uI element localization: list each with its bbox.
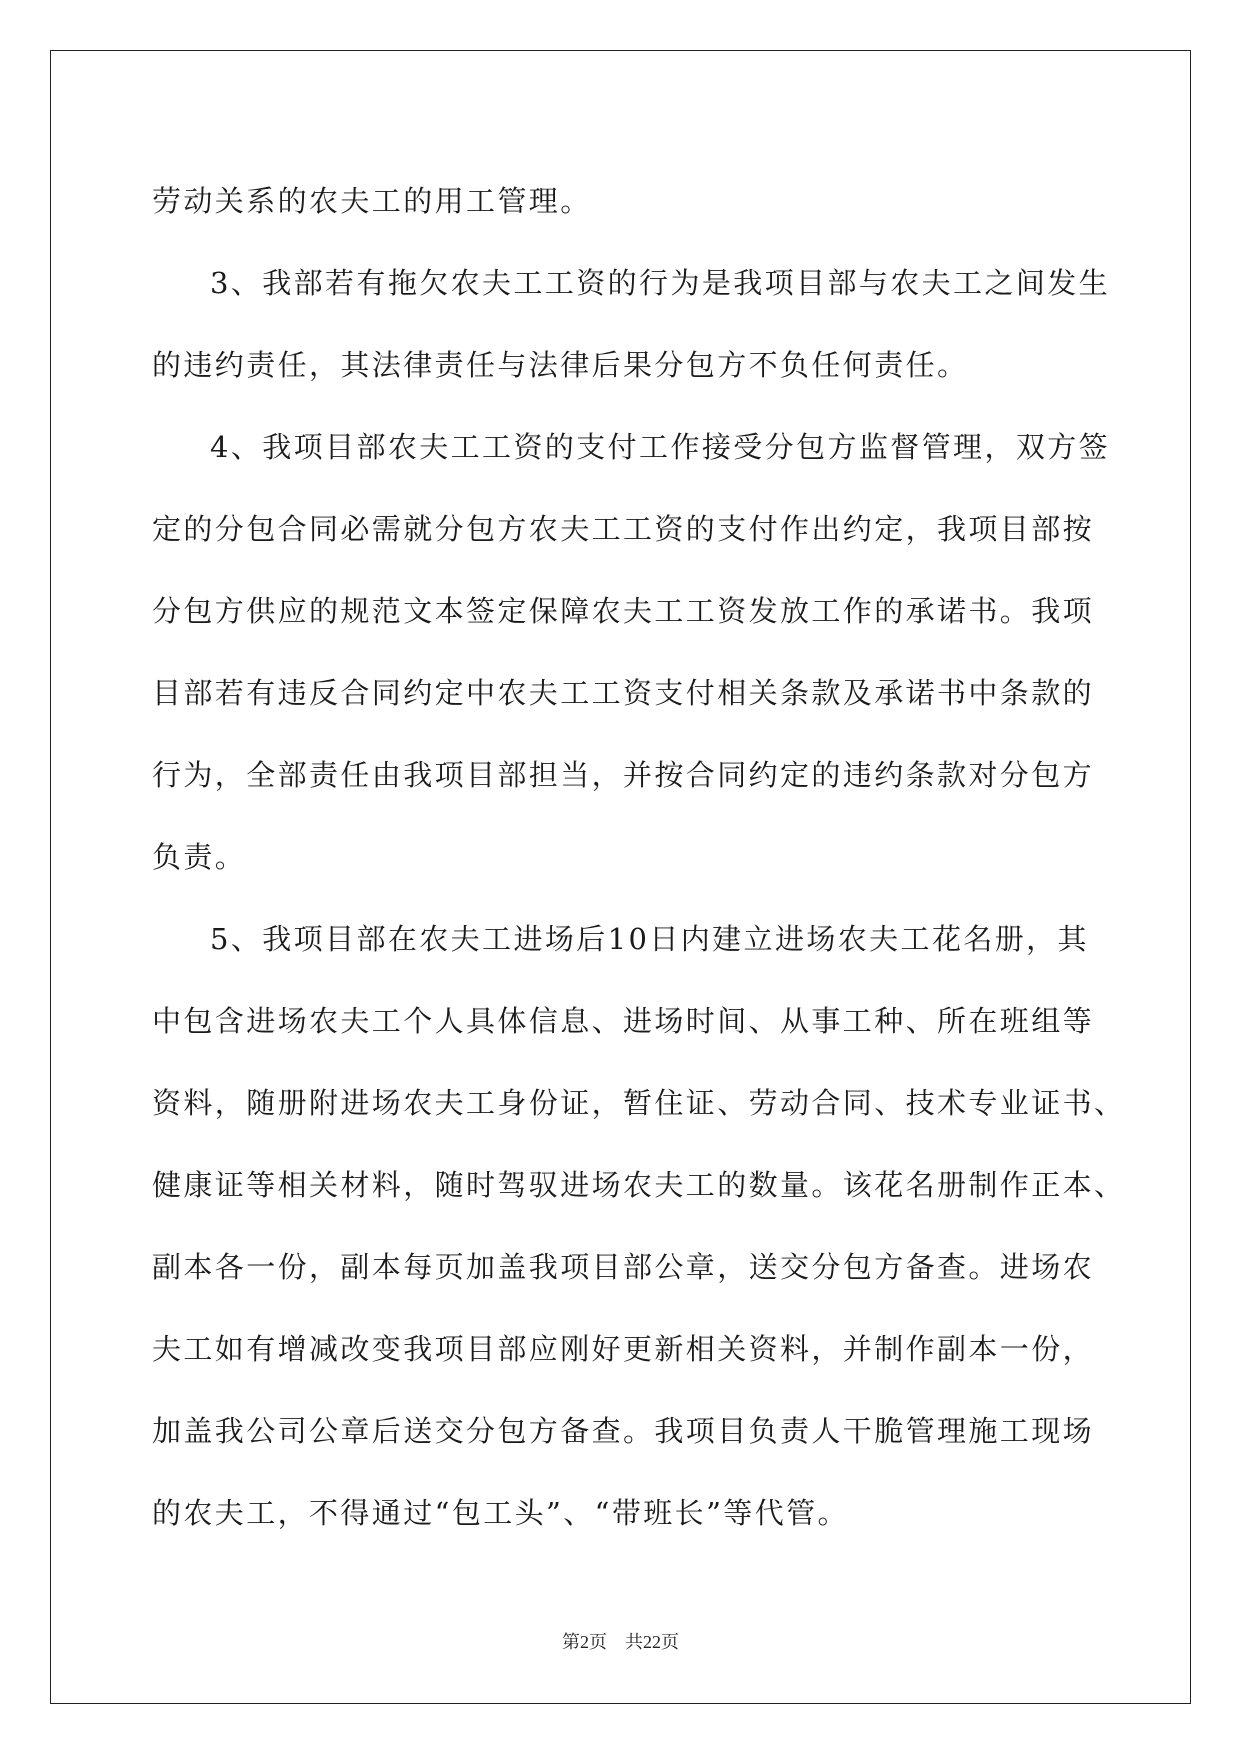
text-line: 行为，全部责任由我项目部担当，并按合同约定的违约条款对分包方 bbox=[152, 758, 1095, 792]
text-line: 的违约责任，其法律责任与法律后果分包方不负任何责任。 bbox=[152, 348, 969, 382]
text-line: 副本各一份，副本每页加盖我项目部公章，送交分包方备查。进场农 bbox=[152, 1250, 1095, 1284]
text-line: 劳动关系的农夫工的用工管理。 bbox=[152, 184, 592, 218]
text-line: 资料，随册附进场农夫工身份证，暂住证、劳动合同、技术专业证书、 bbox=[152, 1086, 1126, 1120]
text-line: 中包含进场农夫工个人具体信息、进场时间、从事工种、所在班组等 bbox=[152, 1004, 1095, 1038]
total-pages: 共22页 bbox=[625, 1632, 679, 1652]
text-line: 分包方供应的规范文本签定保障农夫工工资发放工作的承诺书。我项 bbox=[152, 594, 1095, 628]
text-line: 定的分包合同必需就分包方农夫工工资的支付作出约定，我项目部按 bbox=[152, 512, 1095, 546]
text-line: 5、我项目部在农夫工进场后10日内建立进场农夫工花名册，其 bbox=[210, 922, 1089, 956]
text-line: 健康证等相关材料，随时驾驭进场农夫工的数量。该花名册制作正本、 bbox=[152, 1168, 1126, 1202]
page-footer bbox=[0, 1628, 1241, 1654]
text-line: 加盖我公司公章后送交分包方备查。我项目负责人干脆管理施工现场 bbox=[152, 1414, 1095, 1448]
text-line: 的农夫工，不得通过“包工头”、“带班长”等代管。 bbox=[152, 1496, 849, 1530]
text-line: 负责。 bbox=[152, 840, 247, 874]
text-line: 目部若有违反合同约定中农夫工工资支付相关条款及承诺书中条款的 bbox=[152, 676, 1095, 710]
text-line: 3、我部若有拖欠农夫工工资的行为是我项目部与农夫工之间发生 bbox=[210, 266, 1111, 300]
text-line: 夫工如有增减改变我项目部应刚好更新相关资料，并制作副本一份， bbox=[152, 1332, 1095, 1366]
document-body bbox=[152, 160, 1126, 1554]
page-number: 第2页 bbox=[562, 1632, 607, 1652]
text-line: 4、我项目部农夫工工资的支付工作接受分包方监督管理，双方签 bbox=[210, 430, 1111, 464]
